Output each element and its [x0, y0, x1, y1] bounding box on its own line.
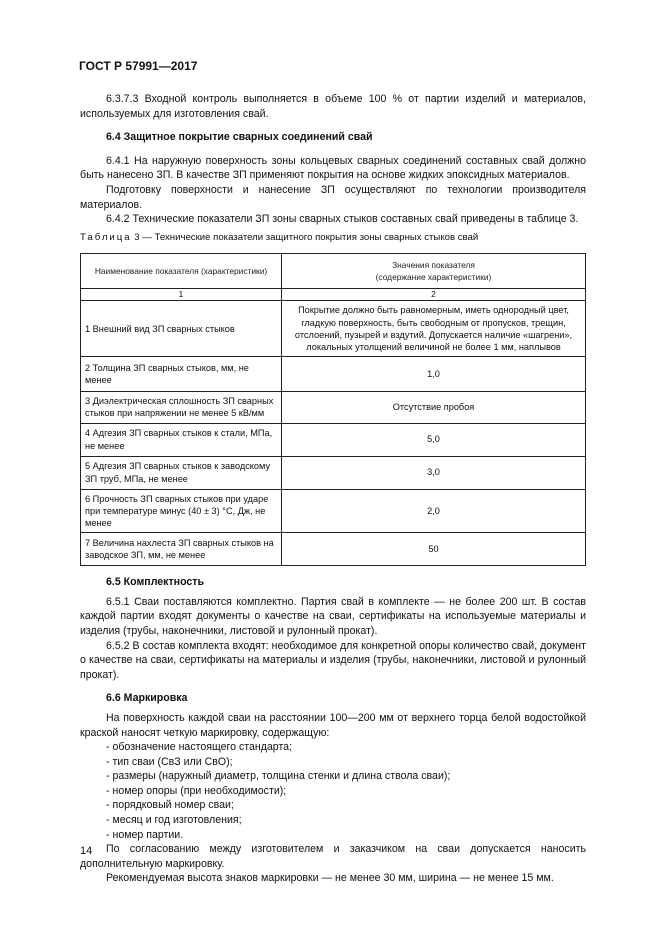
- row-value: 1,0: [282, 357, 586, 392]
- list-item: - размеры (наружный диаметр, толщина стенки и длина ствола сваи);: [106, 770, 451, 783]
- table-row: [81, 423, 586, 456]
- row-name: 2 Толщина ЗП сварных стыков, мм, не менее: [81, 357, 282, 392]
- section-title-6-4: 6.4 Защитное покрытие сварных соединений свай: [106, 131, 373, 144]
- table-row: [81, 489, 586, 533]
- row-value: 5,0: [282, 423, 586, 456]
- col2-header: [282, 254, 586, 289]
- section-title-6-5: 6.5 Комплектность: [106, 576, 204, 589]
- specs-table: [80, 253, 586, 566]
- table-row: [81, 301, 586, 357]
- list-item: - порядковый номер сваи;: [106, 799, 234, 812]
- para-6-3-7-3: 6.3.7.3 Входной контроль выполняется в объеме 100 % от партии изделий и материалов, используемых для изготовления свай.: [80, 93, 586, 120]
- page-number: 14: [80, 845, 93, 857]
- row-value: Покрытие должно быть равномерным, иметь однородный цвет, гладкую поверхность, быть свободным от пропусков, трещин, отслоений, пузырей и вздутий. Допускается наличие «шагрени», локальных утолщений величиной не более 1 мм, наплывов: [282, 301, 586, 357]
- doc-header: ГОСТ Р 57991—2017: [79, 59, 198, 73]
- row-name: 7 Величина нахлеста ЗП сварных стыков на заводское ЗП, мм, не менее: [81, 533, 282, 566]
- para-6-4-2: 6.4.2 Технические показатели ЗП зоны сварных стыков составных свай приведены в таблице 3.: [106, 213, 579, 226]
- para-6-6: На поверхность каждой сваи на расстоянии 100—200 мм от верхнего торца белой водостойкой краской наносят четкую маркировку, содержащую:: [80, 711, 586, 739]
- col2-header-line1: Значения показателя: [392, 260, 475, 271]
- document-body: [80, 92, 586, 886]
- row-name: 5 Адгезия ЗП сварных стыков к заводскому ЗП труб, МПа, не менее: [81, 456, 282, 489]
- section-title-6-6: 6.6 Маркировка: [106, 692, 188, 705]
- row-value: 2,0: [282, 489, 586, 533]
- table-caption-label: Таблица: [80, 231, 132, 243]
- para-6-4-1-b: Подготовку поверхности и нанесение ЗП осуществляют по технологии производителя материалов.: [80, 183, 586, 211]
- table-header-row: [81, 254, 586, 289]
- list-item: - номер партии.: [106, 828, 184, 841]
- row-name: 4 Адгезия ЗП сварных стыков к стали, МПа, не менее: [81, 423, 282, 456]
- table-number-row: [81, 289, 586, 301]
- row-name: 1 Внешний вид ЗП сварных стыков: [81, 301, 282, 357]
- list-item: - обозначение настоящего стандарта;: [106, 741, 293, 754]
- table-row: [81, 456, 586, 489]
- list-item: - месяц и год изготовления;: [106, 814, 242, 827]
- list-item: - номер опоры (при необходимости);: [106, 784, 287, 797]
- row-value: 3,0: [282, 456, 586, 489]
- table-row: [81, 533, 586, 566]
- row-value: 50: [282, 533, 586, 566]
- table-row: [81, 392, 586, 423]
- row-value: Отсутствие пробоя: [282, 392, 586, 423]
- para-6-5-1: 6.5.1 Сваи поставляются комплектно. Партия свай в комплекте — не более 200 шт. В состав каждой партии входят документы о качестве на сваи, сертификаты на используемые материалы и изделия (трубы, наконечники, листовой и рулонный прокат).: [80, 595, 586, 637]
- para-6-6-b: По согласованию между изготовителем и заказчиком на сваи допускается наносить дополнительную маркировку.: [80, 843, 586, 870]
- table-caption: [80, 231, 586, 246]
- list-item: - тип сваи (СвЗ или СвО);: [106, 755, 233, 768]
- col1-number: 1: [81, 289, 282, 301]
- table-caption-text: 3 — Технические показатели защитного покрытия зоны сварных стыков свай: [134, 231, 479, 243]
- para-6-4-1: 6.4.1 На наружную поверхность зоны кольцевых сварных соединений составных свай должно быть нанесено ЗП. В качестве ЗП применяют покрытия на основе жидких эпоксидных материалов.: [80, 154, 586, 182]
- row-name: 6 Прочность ЗП сварных стыков при ударе при температуре минус (40 ± 3) °С, Дж, не менее: [81, 489, 282, 533]
- table-row: [81, 357, 586, 392]
- para-6-5-2: 6.5.2 В состав комплекта входят: необходимое для конкретной опоры количество свай, документ о качестве на сваи, сертификаты на материалы и изделия (трубы, наконечники, листовой и рулонный прокат).: [80, 639, 586, 681]
- col2-header-line2: (содержание характеристики): [375, 272, 492, 283]
- row-name: 3 Диэлектрическая сплошность ЗП сварных стыков при напряжении не менее 5 кВ/мм: [81, 392, 282, 423]
- col2-number: 2: [282, 289, 586, 301]
- col1-header: Наименование показателя (характеристики): [81, 254, 282, 289]
- para-6-6-c: Рекомендуемая высота знаков маркировки — не менее 30 мм, ширина — не менее 15 мм.: [106, 872, 554, 885]
